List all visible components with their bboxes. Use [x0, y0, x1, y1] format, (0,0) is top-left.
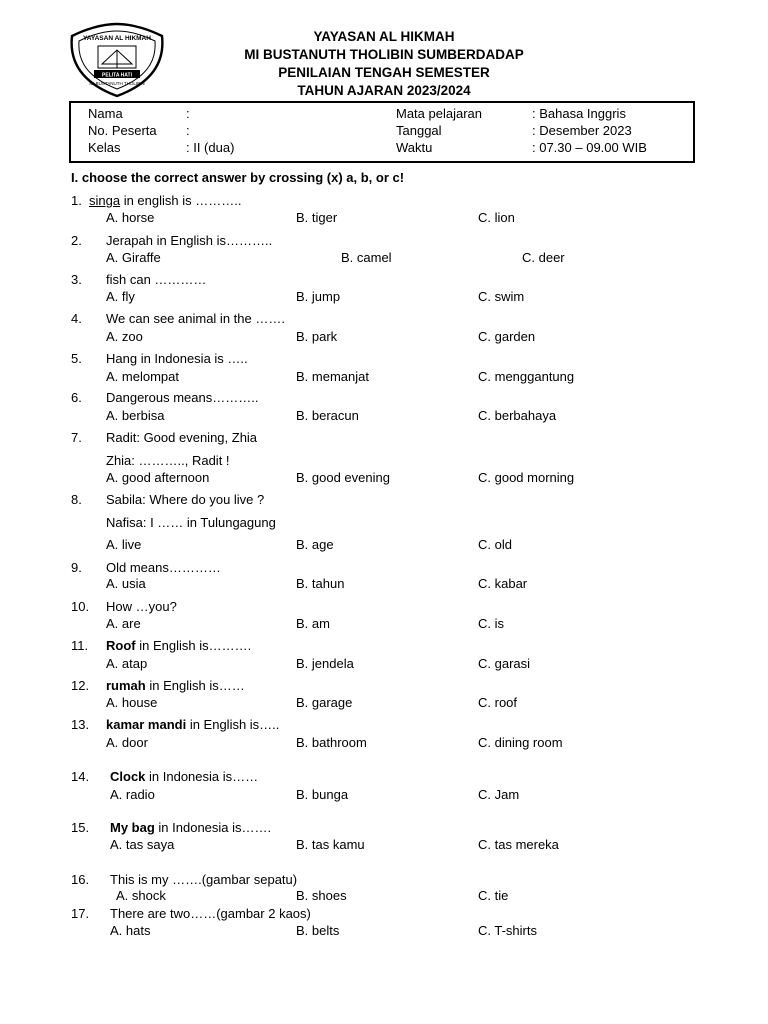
answer-option-c[interactable]: C. deer: [522, 250, 565, 265]
answer-option-c[interactable]: C. berbahaya: [478, 408, 557, 423]
question-number: 12.: [71, 678, 90, 693]
answer-option-b[interactable]: B. shoes: [296, 888, 347, 903]
question-text: How …you?: [106, 599, 177, 614]
answer-option-c[interactable]: C. tas mereka: [478, 837, 559, 852]
question-text: Clock in Indonesia is……: [110, 769, 259, 784]
answer-option-b[interactable]: B. am: [296, 616, 330, 631]
answer-option-b[interactable]: B. good evening: [296, 470, 390, 485]
question-number: 7.: [71, 430, 82, 445]
question-text: kamar mandi in English is…..: [106, 717, 280, 732]
question-number: 8.: [71, 492, 82, 507]
answer-option-c[interactable]: C. T-shirts: [478, 923, 537, 938]
header-line-4: TAHUN AJARAN 2023/2024: [297, 83, 471, 98]
answer-option-b[interactable]: B. beracun: [296, 408, 359, 423]
nama-label: Nama: [88, 106, 123, 121]
svg-text:PELITA HATI: PELITA HATI: [102, 72, 132, 79]
answer-option-a[interactable]: A. hats: [110, 923, 151, 938]
kelas-label: Kelas: [88, 140, 121, 155]
question-text: My bag in Indonesia is…….: [110, 820, 272, 835]
question-text: Dangerous means………..: [106, 390, 259, 405]
answer-option-a[interactable]: A. Giraffe: [106, 250, 161, 265]
nama-value: :: [186, 106, 190, 121]
question-number: 9.: [71, 560, 82, 575]
question-text: Old means…………: [106, 560, 221, 575]
peserta-label: No. Peserta: [88, 123, 157, 138]
answer-option-a[interactable]: A. radio: [110, 787, 155, 802]
answer-option-c[interactable]: C. garden: [478, 329, 536, 344]
waktu-label: Waktu: [396, 140, 433, 155]
school-logo: [68, 22, 166, 98]
answer-option-c[interactable]: C. Jam: [478, 787, 520, 802]
question-text: singa in english is ………..: [89, 193, 242, 208]
question-text: Sabila: Where do you live ?: [106, 492, 265, 507]
answer-option-b[interactable]: B. jendela: [296, 656, 354, 671]
answer-option-c[interactable]: C. is: [478, 616, 504, 631]
question-text: fish can …………: [106, 272, 207, 287]
question-number: 10.: [71, 599, 90, 614]
tanggal-label: Tanggal: [396, 123, 442, 138]
mapel-value: : Bahasa Inggris: [532, 106, 626, 121]
answer-option-c[interactable]: C. lion: [478, 210, 515, 225]
svg-text:YAYASAN AL HIKMAH: YAYASAN AL HIKMAH: [83, 35, 151, 42]
answer-option-a[interactable]: A. horse: [106, 210, 155, 225]
tanggal-value: : Desember 2023: [532, 123, 632, 138]
answer-option-c[interactable]: C. tie: [478, 888, 509, 903]
question-number: 16.: [71, 872, 90, 887]
answer-option-b[interactable]: B. memanjat: [296, 369, 369, 384]
question-number: 6.: [71, 390, 82, 405]
header-line-2: MI BUSTANUTH THOLIBIN SUMBERDADAP: [244, 47, 524, 62]
header-line-1: YAYASAN AL HIKMAH: [313, 29, 455, 44]
mapel-label: Mata pelajaran: [396, 106, 482, 121]
question-number: 5.: [71, 351, 82, 366]
question-number: 15.: [71, 820, 90, 835]
answer-option-c[interactable]: C. swim: [478, 289, 525, 304]
answer-option-b[interactable]: B. belts: [296, 923, 340, 938]
answer-option-c[interactable]: C. good morning: [478, 470, 575, 485]
answer-option-a[interactable]: A. live: [106, 537, 142, 552]
question-text: Radit: Good evening, Zhia: [106, 430, 258, 445]
question-number: 11.: [71, 638, 89, 653]
answer-option-c[interactable]: C. old: [478, 537, 512, 552]
answer-option-a[interactable]: A. good afternoon: [106, 470, 210, 485]
question-number: 1.: [71, 193, 82, 208]
question-number: 2.: [71, 233, 82, 248]
answer-option-a[interactable]: A. fly: [106, 289, 135, 304]
answer-option-a[interactable]: A. tas saya: [110, 837, 175, 852]
question-text: Roof in English is……….: [106, 638, 252, 653]
answer-option-a[interactable]: A. door: [106, 735, 148, 750]
question-number: 14.: [71, 769, 90, 784]
question-number: 4.: [71, 311, 82, 326]
peserta-value: :: [186, 123, 190, 138]
answer-option-a[interactable]: A. melompat: [106, 369, 179, 384]
header-line-3: PENILAIAN TENGAH SEMESTER: [278, 65, 490, 80]
question-text: We can see animal in the …….: [106, 311, 285, 326]
waktu-value: : 07.30 – 09.00 WIB: [532, 140, 647, 155]
answer-option-b[interactable]: B. tas kamu: [296, 837, 365, 852]
answer-option-b[interactable]: B. bathroom: [296, 735, 367, 750]
answer-option-a[interactable]: A. house: [106, 695, 158, 710]
svg-text:MI BUSTANUTH THOLIBIN: MI BUSTANUTH THOLIBIN: [89, 81, 145, 86]
answer-option-b[interactable]: B. bunga: [296, 787, 349, 802]
answer-option-b[interactable]: B. garage: [296, 695, 353, 710]
kelas-value: : II (dua): [186, 140, 235, 155]
question-text: There are two……(gambar 2 kaos): [110, 906, 311, 921]
answer-option-b[interactable]: B. tahun: [296, 576, 345, 591]
answer-option-a[interactable]: A. usia: [106, 576, 146, 591]
answer-option-c[interactable]: C. dining room: [478, 735, 563, 750]
question-text: Hang in Indonesia is …..: [106, 351, 248, 366]
dialog-line: Nafisa: I …… in Tulungagung: [106, 515, 276, 530]
answer-option-a[interactable]: A. shock: [116, 888, 166, 903]
dialog-line: Zhia: ……….., Radit !: [106, 453, 230, 468]
answer-option-b[interactable]: B. jump: [296, 289, 341, 304]
section-title: I. choose the correct answer by crossing (x) a, b, or c!: [71, 170, 405, 185]
answer-option-b[interactable]: B. park: [296, 329, 338, 344]
answer-option-b[interactable]: B. camel: [341, 250, 392, 265]
question-text: rumah in English is……: [106, 678, 245, 693]
answer-option-b[interactable]: B. age: [296, 537, 334, 552]
answer-option-c[interactable]: C. kabar: [478, 576, 528, 591]
answer-option-c[interactable]: C. garasi: [478, 656, 531, 671]
answer-option-a[interactable]: A. zoo: [106, 329, 143, 344]
answer-option-a[interactable]: A. berbisa: [106, 408, 165, 423]
question-number: 3.: [71, 272, 82, 287]
answer-option-c[interactable]: C. menggantung: [478, 369, 575, 384]
answer-option-a[interactable]: A. are: [106, 616, 141, 631]
question-number: 13.: [71, 717, 90, 732]
question-text: Jerapah in English is………..: [106, 233, 273, 248]
question-number: 17.: [71, 906, 90, 921]
answer-option-a[interactable]: A. atap: [106, 656, 148, 671]
question-text: This is my …….(gambar sepatu): [110, 872, 298, 887]
answer-option-c[interactable]: C. roof: [478, 695, 518, 710]
answer-option-b[interactable]: B. tiger: [296, 210, 338, 225]
